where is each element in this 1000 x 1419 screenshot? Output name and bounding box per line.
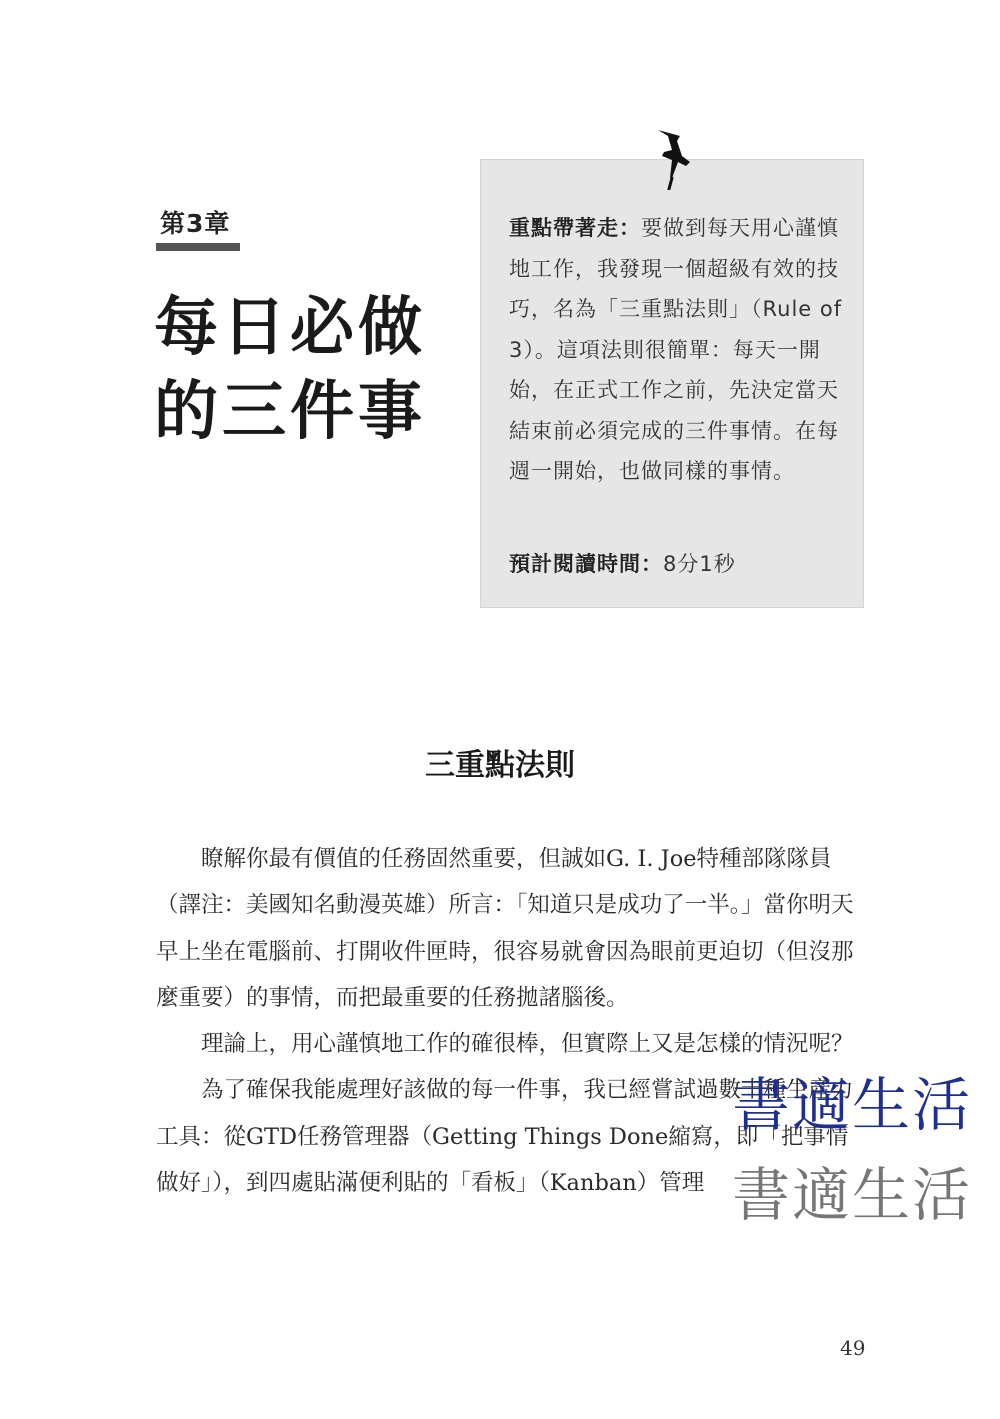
- chapter-rule: [156, 243, 240, 251]
- watermark: 書適生活: [732, 1071, 973, 1139]
- watermark-shadow: 書適生活: [732, 1161, 973, 1229]
- reading-time: [509, 548, 736, 578]
- paragraph-2: 理論上，用心謹慎地工作的確很棒，但實際上又是怎樣的情況呢？: [201, 1031, 854, 1058]
- paragraph-3: 為了確保我能處理好該做的每一件事，我已經嘗試過數十種生產力工具：從GTD任務管理器（Getting Things Done縮寫，即「把事情做好」），到四處貼滿便利貼的「看板」（Kanban）管理: [156, 1077, 854, 1197]
- summary-text: [509, 208, 849, 492]
- chapter-title-line-2: 的三件事: [154, 375, 426, 449]
- summary-box: [480, 159, 864, 608]
- paragraph-1: 瞭解你最有價值的任務固然重要，但誠如G. I. Joe特種部隊隊員（譯注：美國知名動漫英雄）所言：「知道只是成功了一半。」當你明天早上坐在電腦前、打開收件匣時，很容易就會因為眼前更迫切（但沒那麼重要）的事情，而把最重要的任務拋諸腦後。: [156, 846, 854, 1011]
- chapter-title: [154, 286, 426, 454]
- reading-time-label: 預計閱讀時間：: [509, 552, 663, 576]
- chapter-title-line-1: 每日必做: [154, 291, 426, 365]
- summary-body: 要做到每天用心謹慎地工作，我發現一個超級有效的技巧，名為「三重點法則」（Rule of 3）。這項法則很簡單：每天一開始，在正式工作之前，先決定當天結束前必須完成的三件事情。在每週一開始，也做同樣的事情。: [509, 216, 843, 483]
- reading-time-value: 8分1秒: [663, 552, 736, 576]
- pushpin-icon: [650, 126, 700, 190]
- summary-label: 重點帶著走：: [509, 216, 641, 240]
- chapter-label: 第3章: [160, 209, 231, 238]
- page-number: 49: [840, 1336, 866, 1360]
- section-heading: 三重點法則: [425, 748, 575, 783]
